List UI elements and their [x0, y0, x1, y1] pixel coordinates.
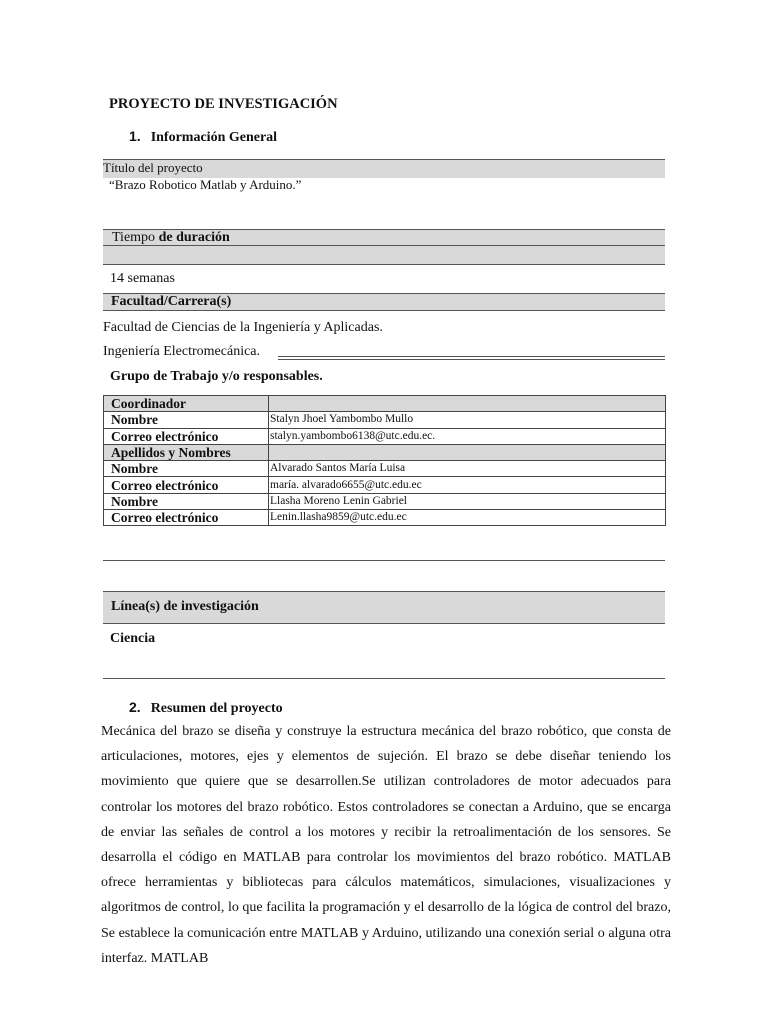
document-title: PROYECTO DE INVESTIGACIÓN	[109, 96, 338, 112]
row-label: Coordinador	[104, 396, 269, 412]
project-title-label: Título del proyecto	[103, 160, 203, 175]
work-group-table	[103, 395, 666, 526]
section-2-title: Resumen del proyecto	[150, 701, 283, 716]
section-1-title: Información General	[150, 130, 278, 145]
table-header-row	[104, 396, 666, 412]
row-label: Nombre	[104, 493, 269, 509]
faculty-line-2: Ingeniería Electromecánica.	[103, 344, 261, 359]
section-2-number: 2.	[129, 699, 141, 715]
research-line-bar	[103, 591, 665, 624]
row-value	[269, 444, 666, 460]
row-label: Nombre	[104, 461, 269, 477]
duration-label-bold: de duración	[158, 230, 230, 245]
summary-paragraph: Mecánica del brazo se diseña y construye la estructura mecánica del brazo robótico, que consta de articulaciones, motores, ejes y elementos de sujeción. El brazo se debe diseñar teniendo los movimiento que quiere que se desarrollen.Se utilizan controladores de motor adecuados para controlar los motores del brazo robótico. Estos controladores se conectan a Arduino, que se encarga de enviar las señales de control a los motores y recibir la retroalimentación de los sensores. Se desarrolla el código en MATLAB para controlar los movimientos del brazo robótico. MATLAB ofrece herramientas y bibliotecas para cálculos matemáticos, simulaciones, visualizaciones y algoritmos de control, lo que facilita la programación y el desarrollo de la lógica de control del brazo, Se establece la comunicación entre MATLAB y Arduino, utilizando una conexión serial o alguna otra interfaz. MATLAB	[101, 724, 671, 966]
row-label: Correo electrónico	[104, 510, 269, 526]
duration-label	[112, 230, 230, 246]
section-1-heading	[129, 128, 277, 146]
table-row	[104, 477, 666, 493]
section-2-heading	[129, 699, 283, 717]
divider	[103, 560, 665, 561]
table-row	[104, 461, 666, 477]
row-value: Llasha Moreno Lenin Gabriel	[269, 493, 666, 509]
row-label: Correo electrónico	[104, 428, 269, 444]
table-row	[104, 428, 666, 444]
row-label: Correo electrónico	[104, 477, 269, 493]
row-value: stalyn.yambombo6138@utc.edu.ec.	[269, 428, 666, 444]
row-label: Apellidos y Nombres	[104, 444, 269, 460]
faculty-line-1: Facultad de Ciencias de la Ingeniería y Aplicadas.	[103, 320, 383, 335]
row-value: Lenin.llasha9859@utc.edu.ec	[269, 510, 666, 526]
table-row	[104, 493, 666, 509]
table-header-row	[104, 444, 666, 460]
table-row	[104, 412, 666, 428]
faculty-bar	[103, 293, 665, 311]
research-line-label: Línea(s) de investigación	[111, 599, 259, 614]
section-1-number: 1.	[129, 128, 141, 144]
research-line-value: Ciencia	[110, 631, 156, 646]
row-value: maría. alvarado6655@utc.edu.ec	[269, 477, 666, 493]
row-value: Alvarado Santos María Luisa	[269, 461, 666, 477]
faculty-underline	[278, 356, 665, 360]
faculty-label: Facultad/Carrera(s)	[111, 294, 232, 309]
row-label: Nombre	[104, 412, 269, 428]
row-value	[269, 396, 666, 412]
duration-value: 14 semanas	[110, 271, 175, 286]
project-title-bar	[103, 159, 665, 178]
work-group-heading: Grupo de Trabajo y/o responsables.	[110, 369, 323, 384]
table-row	[104, 510, 666, 526]
duration-bar	[103, 229, 665, 265]
row-value: Stalyn Jhoel Yambombo Mullo	[269, 412, 666, 428]
project-title-value: “Brazo Robotico Matlab y Arduino.”	[109, 177, 302, 192]
divider	[103, 678, 665, 679]
duration-label-prefix: Tiempo	[112, 230, 159, 245]
